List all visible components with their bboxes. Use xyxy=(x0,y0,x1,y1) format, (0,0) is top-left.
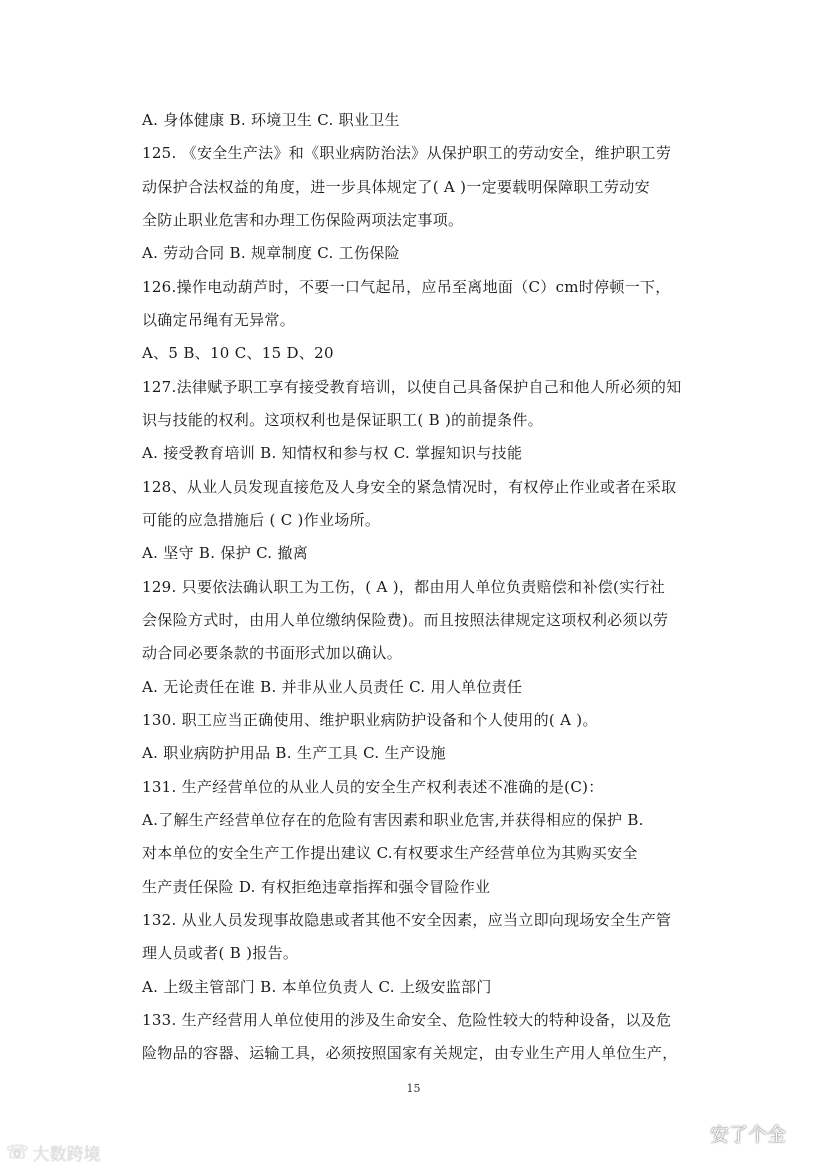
watermark-right-text: 安了个全 xyxy=(710,1123,787,1146)
question-128-line-2: 可能的应急措施后 ( C )作业场所。 xyxy=(142,511,381,529)
question-126-line-2: 以确定吊绳有无异常。 xyxy=(142,311,296,329)
question-129-line-1: 129. 只要依法确认职工为工伤，( A )，都由用人单位负责赔偿和补偿(实行社 xyxy=(142,578,666,596)
options-q132: A. 上级主管部门 B. 本单位负责人 C. 上级安监部门 xyxy=(142,978,492,996)
options-q128: A. 坚守 B. 保护 C. 撤离 xyxy=(142,544,309,562)
options-q124: A. 身体健康 B. 环境卫生 C. 职业卫生 xyxy=(142,111,400,129)
question-127-line-2: 识与技能的权利。这项权利也是保证职工( B )的前提条件。 xyxy=(142,411,543,429)
question-133-line-2: 险物品的容器、运输工具，必须按照国家有关规定，由专业生产用人单位生产， xyxy=(142,1044,678,1062)
question-125-line-1: 125. 《安全生产法》和《职业病防治法》从保护职工的劳动安全，维护职工劳 xyxy=(142,144,672,162)
question-128-line-1: 128、从业人员发现直接危及人身安全的紧急情况时，有权停止作业或者在采取 xyxy=(142,478,677,496)
options-q131-line-1: A.了解生产经营单位存在的危险有害因素和职业危害,并获得相应的保护 B. xyxy=(142,811,644,829)
options-q125: A. 劳动合同 B. 规章制度 C. 工伤保险 xyxy=(142,244,400,262)
page-number: 15 xyxy=(406,1082,421,1095)
question-132-line-2: 理人员或者( B )报告。 xyxy=(142,944,299,962)
watermark-logo-icon: ☏ xyxy=(6,1141,29,1163)
watermark-right xyxy=(682,1118,786,1148)
wechat-icon xyxy=(682,1124,704,1142)
question-125-line-2: 动保护合法权益的角度，进一步具体规定了( A )一定要载明保障职工劳动安 xyxy=(142,178,650,196)
question-132-line-1: 132. 从业人员发现事故隐患或者其他不安全因素，应当立即向现场安全生产管 xyxy=(142,911,672,929)
question-125-line-3: 全防止职业危害和办理工伤保险两项法定事项。 xyxy=(142,211,464,229)
question-126-line-1: 126.操作电动葫芦时，不要一口气起吊，应吊至离地面（C）cm时停顿一下， xyxy=(142,278,671,296)
question-127-line-1: 127.法律赋予职工享有接受教育培训，以使自己具备保护自己和他人所必须的知 xyxy=(142,378,682,396)
question-130-line-1: 130. 职工应当正确使用、维护职业病防护设备和个人使用的( A )。 xyxy=(142,711,598,729)
options-q131-line-3: 生产责任保险 D. 有权拒绝违章指挥和强令冒险作业 xyxy=(142,878,491,896)
question-133-line-1: 133. 生产经营用人单位使用的涉及生命安全、危险性较大的特种设备，以及危 xyxy=(142,1011,672,1029)
options-q130: A. 职业病防护用品 B. 生产工具 C. 生产设施 xyxy=(142,744,446,762)
options-q126: A、5 B、10 C、15 D、20 xyxy=(142,344,334,362)
options-q127: A. 接受教育培训 B. 知情权和参与权 C. 掌握知识与技能 xyxy=(142,444,523,462)
options-q129: A. 无论责任在谁 B. 并非从业人员责任 C. 用人单位责任 xyxy=(142,678,523,696)
options-q131-line-2: 对本单位的安全生产工作提出建议 C.有权要求生产经营单位为其购买安全 xyxy=(142,844,638,862)
watermark-left-text: 大数跨境 xyxy=(32,1144,101,1165)
question-129-line-2: 会保险方式时，由用人单位缴纳保险费)。而且按照法律规定这项权利必须以劳 xyxy=(142,611,669,629)
question-129-line-3: 动合同必要条款的书面形式加以确认。 xyxy=(142,644,403,662)
watermark-left xyxy=(6,1140,101,1164)
question-131-line-1: 131. 生产经营单位的从业人员的安全生产权利表述不准确的是(C)： xyxy=(142,778,604,796)
